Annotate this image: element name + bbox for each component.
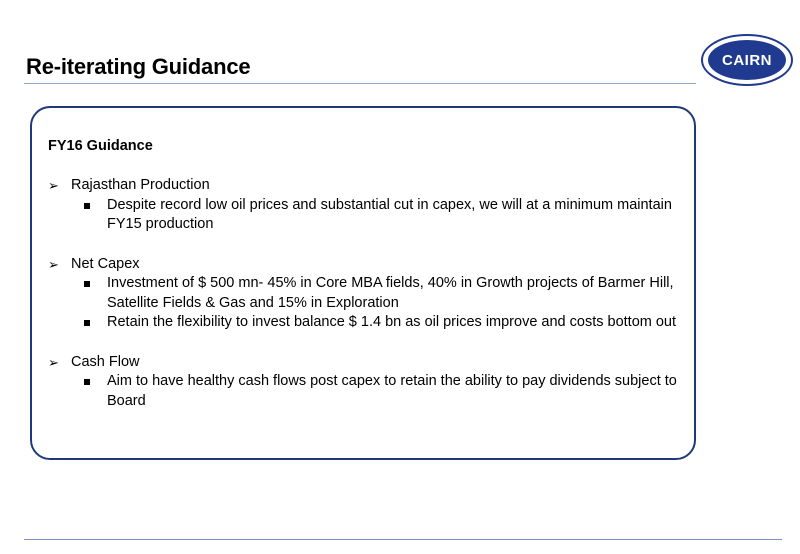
title-divider [24,83,696,84]
square-bullet-icon [84,203,90,209]
arrow-bullet-icon: ➢ [48,178,59,194]
cairn-logo [700,33,794,87]
list-item [48,196,688,235]
section-label: Rajasthan Production [71,177,210,194]
section-label: Net Capex [71,255,140,272]
list-item [48,176,688,196]
section-label: Cash Flow [71,353,140,370]
list-item [48,353,688,373]
section-heading: FY16 Guidance [48,138,153,154]
list-item [48,255,688,275]
arrow-bullet-icon: ➢ [48,256,59,272]
section-rajasthan-production [48,176,688,235]
list-item [48,313,688,333]
square-bullet-icon [84,320,90,326]
bullet-text: Despite record low oil prices and substantial cut in capex, we will at a minimum maintain FY15 production [107,196,672,233]
square-bullet-icon [84,379,90,385]
footer-divider [24,539,782,540]
list-item [48,372,688,411]
square-bullet-icon [84,281,90,287]
bullet-text: Investment of $ 500 mn- 45% in Core MBA fields, 40% in Growth projects of Barmer Hill, Satellite Fields & Gas and 15% in Exploration [107,275,674,311]
guidance-content [48,137,688,431]
arrow-bullet-icon: ➢ [48,354,59,370]
slide-title: Re-iterating Guidance [26,54,251,79]
section-cash-flow [48,353,688,412]
list-item [48,274,688,313]
bullet-text: Aim to have healthy cash flows post capex to retain the ability to pay dividends subject to Board [107,373,677,409]
section-net-capex [48,255,688,333]
bullet-text: Retain the flexibility to invest balance $ 1.4 bn as oil prices improve and costs bottom out [107,314,677,331]
logo-text: CAIRN [722,52,772,69]
